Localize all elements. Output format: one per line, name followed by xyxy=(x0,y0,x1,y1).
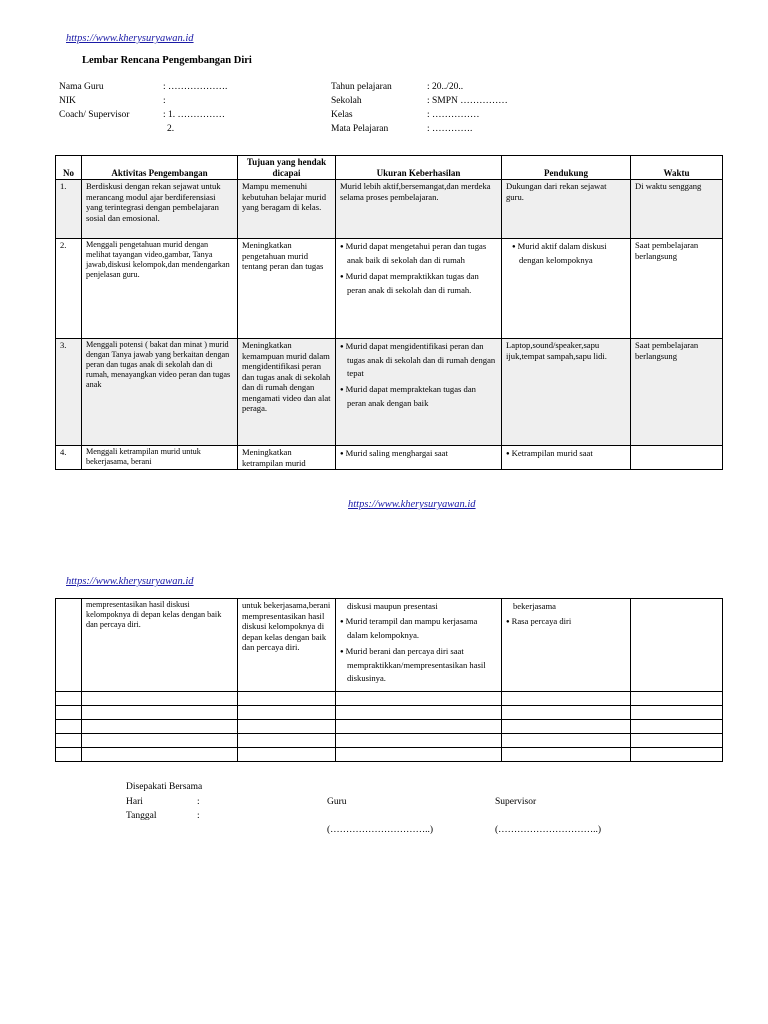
list-item: ● Murid terampil dan mampu kerjasama dalam kelompoknya. xyxy=(340,615,497,642)
info-row-mapel xyxy=(331,122,508,136)
info-row-coach-2 xyxy=(59,122,227,136)
cell-aktivitas: Menggali potensi ( bakat dan minat ) murid dengan Tanya jawab yang berkaitan dengan peran dan tugas anak di sekolah dan di rumah, menayangkan video peran dan tugas anak xyxy=(82,339,238,446)
page-title: Lembar Rencana Pengembangan Diri xyxy=(82,55,252,66)
info-row-nik xyxy=(59,94,227,108)
cell-ukuran xyxy=(336,339,502,446)
empty-row xyxy=(56,748,723,762)
guru-signature-line: (…………………………..) xyxy=(327,825,434,835)
info-value: : …………… xyxy=(427,110,480,120)
header-ukuran: Ukuran Keberhasilan xyxy=(336,156,502,180)
list-item-continued: bekerjasama xyxy=(513,601,556,611)
header-tujuan: Tujuan yang hendak dicapai xyxy=(238,156,336,180)
header-no: No xyxy=(56,156,82,180)
info-value: : 1. …………… xyxy=(163,110,226,120)
cell-pendukung xyxy=(502,446,631,470)
header-pendukung: Pendukung xyxy=(502,156,631,180)
cell-pendukung xyxy=(502,599,631,692)
list-item: ● Ketrampilan murid saat xyxy=(506,447,626,461)
website-link-page2[interactable]: https://www.kherysuryawan.id xyxy=(66,576,194,587)
cell-no xyxy=(56,599,82,692)
list-item: ● Rasa percaya diri xyxy=(506,615,626,629)
cell-ukuran: Murid lebih aktif,bersemangat,dan merdeka selama proses pembelajaran. xyxy=(336,180,502,239)
agreed-label: Disepakati Bersama xyxy=(126,782,203,792)
info-left xyxy=(59,80,227,136)
cell-aktivitas: Menggali pengetahuan murid dengan melihat tayangan video,gambar, Tanya jawab,diskusi kelompok,dan mendengarkan penjelasan guru. xyxy=(82,239,238,339)
date-label: Tanggal xyxy=(126,811,157,821)
list-item: ● Murid dapat mengidentifikasi peran dan tugas anak di sekolah dan di rumah dengan tepat xyxy=(340,340,497,380)
table-header-row xyxy=(56,156,723,180)
cell-waktu xyxy=(631,446,723,470)
cell-waktu: Di waktu senggang xyxy=(631,180,723,239)
info-label: Mata Pelajaran xyxy=(331,124,389,134)
info-label: Coach/ Supervisor xyxy=(59,110,130,120)
info-label: Kelas xyxy=(331,110,353,120)
cell-tujuan: Meningkatkan pengetahuan murid tentang peran dan tugas xyxy=(238,239,336,339)
header-waktu: Waktu xyxy=(631,156,723,180)
info-value: : 20../20.. xyxy=(427,82,464,92)
list-item: ● Murid berani dan percaya diri saat mempraktikkan/mempresentasikan hasil diskusinya. xyxy=(340,645,497,685)
table-row xyxy=(56,239,723,339)
cell-waktu xyxy=(631,599,723,692)
day-colon: : xyxy=(197,797,200,807)
info-label: Sekolah xyxy=(331,96,362,106)
cell-pendukung: Dukungan dari rekan sejawat guru. xyxy=(502,180,631,239)
list-item: ● Murid saling menghargai saat xyxy=(340,447,497,461)
info-value: : xyxy=(163,96,166,106)
cell-no: 2. xyxy=(56,239,82,339)
day-label: Hari xyxy=(126,797,143,807)
cell-no: 3. xyxy=(56,339,82,446)
info-row-kelas xyxy=(331,108,508,122)
info-value: 2. xyxy=(167,124,175,134)
supervisor-signature-line: (…………………………..) xyxy=(495,825,602,835)
cell-ukuran xyxy=(336,239,502,339)
empty-row xyxy=(56,692,723,706)
website-link[interactable]: https://www.kherysuryawan.id xyxy=(66,33,194,44)
info-value: : …………. xyxy=(427,124,473,134)
cell-aktivitas: Menggali ketrampilan murid untuk bekerjasama, berani xyxy=(82,446,238,470)
table-row xyxy=(56,339,723,446)
info-row-coach xyxy=(59,108,227,122)
table-row xyxy=(56,180,723,239)
date-colon: : xyxy=(197,811,200,821)
list-item-continued: diskusi maupun presentasi xyxy=(347,601,438,611)
info-row-nama-guru xyxy=(59,80,227,94)
info-right xyxy=(331,80,508,136)
cell-ukuran xyxy=(336,599,502,692)
info-label: NIK xyxy=(59,96,76,106)
cell-pendukung: Laptop,sound/speaker,sapu ijuk,tempat sampah,sapu lidi. xyxy=(502,339,631,446)
table-row xyxy=(56,599,723,692)
list-item: ● Murid dapat mengetahui peran dan tugas anak baik di sekolah dan di rumah xyxy=(340,240,497,267)
list-item: ● Murid dapat mempraktikkan tugas dan peran anak di sekolah dan di rumah. xyxy=(340,270,497,297)
website-link-footer[interactable]: https://www.kherysuryawan.id xyxy=(348,499,476,510)
development-plan-table-continued xyxy=(55,598,723,762)
list-item: ● Murid dapat mempraktekan tugas dan peran anak dengan baik xyxy=(340,383,497,410)
cell-waktu: Saat pembelajaran berlangsung xyxy=(631,239,723,339)
supervisor-label: Supervisor xyxy=(495,797,537,807)
header-aktivitas: Aktivitas Pengembangan xyxy=(82,156,238,180)
info-label xyxy=(59,122,167,136)
table-row xyxy=(56,446,723,470)
info-label: Tahun pelajaran xyxy=(331,82,392,92)
empty-row xyxy=(56,720,723,734)
cell-tujuan: untuk bekerjasama,berani mempresentasikan hasil diskusi kelompoknya di depan kelas dengan baik dan percaya diri. xyxy=(238,599,336,692)
cell-aktivitas: Berdiskusi dengan rekan sejawat untuk merancang modul ajar berdiferensiasi yang terintegrasi dengan pembelajaran sosial dan emosional. xyxy=(82,180,238,239)
info-row-sekolah xyxy=(331,94,508,108)
cell-tujuan: Mampu memenuhi kebutuhan belajar murid yang beragam di kelas. xyxy=(238,180,336,239)
info-label: Nama Guru xyxy=(59,82,104,92)
empty-row xyxy=(56,734,723,748)
cell-no: 1. xyxy=(56,180,82,239)
cell-pendukung xyxy=(502,239,631,339)
list-item: ● Murid aktif dalam diskusi dengan kelompoknya xyxy=(512,240,626,267)
cell-tujuan: Meningkatkan ketrampilan murid xyxy=(238,446,336,470)
info-value: : SMPN …………… xyxy=(427,96,508,106)
cell-tujuan: Meningkatkan kemampuan murid dalam mengidentifikasi peran dan tugas anak di sekolah dan di rumah dengan mengamati video dan alat peraga. xyxy=(238,339,336,446)
info-row-tahun xyxy=(331,80,508,94)
cell-waktu: Saat pembelajaran berlangsung xyxy=(631,339,723,446)
cell-aktivitas: mempresentasikan hasil diskusi kelompoknya di depan kelas dengan baik dan percaya diri. xyxy=(82,599,238,692)
cell-ukuran xyxy=(336,446,502,470)
info-value: : ………………. xyxy=(163,82,228,92)
empty-row xyxy=(56,706,723,720)
development-plan-table xyxy=(55,155,723,470)
guru-label: Guru xyxy=(327,797,347,807)
cell-no: 4. xyxy=(56,446,82,470)
